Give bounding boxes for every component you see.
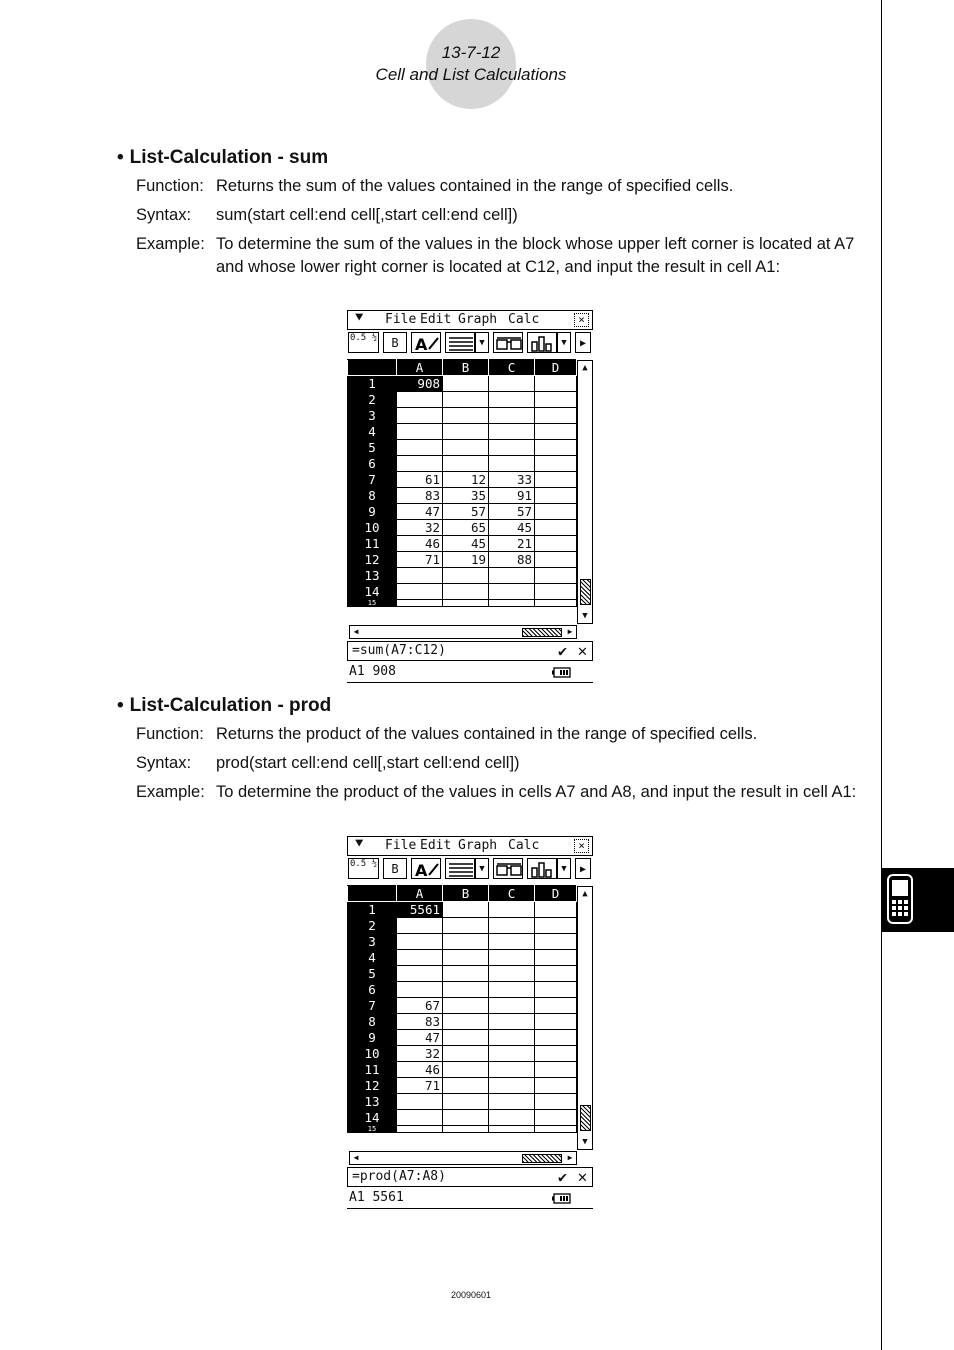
cell[interactable] [397,1094,443,1110]
menu-edit[interactable]: Edit [420,838,452,853]
scroll-thumb[interactable] [580,579,591,605]
cell[interactable]: 71 [397,1078,443,1094]
table-row [348,568,577,584]
calculator-screen [347,310,593,683]
table-row [348,440,577,456]
cell[interactable] [489,424,535,440]
column-header[interactable]: D [535,360,577,376]
cell[interactable] [535,1094,577,1110]
cell[interactable] [535,1046,577,1062]
scroll-thumb[interactable] [522,628,562,637]
table-row [348,1046,577,1062]
corner-cell [348,360,397,376]
battery-icon [552,1193,572,1204]
cell[interactable]: 32 [397,520,443,536]
menu-calc[interactable]: Calc [508,312,540,327]
cell[interactable] [443,1078,489,1094]
table-row [348,584,577,600]
table-row [348,472,577,488]
menu-graph[interactable]: Graph [458,838,498,853]
row-number[interactable]: 7 [348,472,397,488]
cell[interactable] [489,1126,535,1133]
row-number[interactable]: 10 [348,1046,397,1062]
cell[interactable]: 33 [489,472,535,488]
table-row [348,998,577,1014]
row-number[interactable]: 4 [348,950,397,966]
menu-edit[interactable]: Edit [420,312,452,327]
cell[interactable] [489,934,535,950]
cell[interactable]: 45 [489,520,535,536]
chevron-right-icon[interactable]: ▶ [575,332,591,353]
chevron-down-icon[interactable]: ▼ [557,332,571,353]
table-row [348,918,577,934]
column-header[interactable]: B [443,360,489,376]
cell[interactable] [443,1094,489,1110]
menu-dropdown-icon[interactable]: ⯆ [354,311,365,326]
scroll-right-icon[interactable]: ▶ [567,627,573,636]
cell[interactable]: 47 [397,504,443,520]
row-number[interactable]: 1 [348,376,397,392]
cell[interactable] [489,1110,535,1126]
cell[interactable] [535,918,577,934]
cell[interactable] [443,440,489,456]
cell[interactable] [397,408,443,424]
table-row [348,1030,577,1046]
table-row [348,902,577,918]
cell[interactable]: 91 [489,488,535,504]
cell[interactable] [535,1110,577,1126]
cell[interactable]: 5561 [397,902,443,918]
fraction-toggle-button[interactable]: 0.5 ½ [348,858,379,879]
cell[interactable]: 57 [489,504,535,520]
align-lines-icon [446,333,476,354]
cell[interactable] [535,584,577,600]
horizontal-scrollbar[interactable] [349,625,577,639]
cell[interactable] [535,504,577,520]
check-icon[interactable]: ✔ [557,642,568,660]
cell[interactable] [397,392,443,408]
scroll-down-icon[interactable]: ▼ [582,1137,588,1147]
cell[interactable] [535,408,577,424]
cell[interactable]: 21 [489,536,535,552]
cell[interactable] [443,902,489,918]
column-header-row [348,886,577,902]
cell[interactable]: 35 [443,488,489,504]
svg-text:A: A [415,335,428,354]
row-number[interactable]: 10 [348,520,397,536]
scroll-thumb[interactable] [522,1154,562,1163]
section-heading-sum: • List-Calculation - sum [117,147,329,168]
column-header[interactable]: A [397,886,443,902]
entry-bar [347,1167,593,1187]
horizontal-scrollbar[interactable] [349,1151,577,1165]
text-style-icon [412,333,442,354]
menu-file[interactable]: File [385,838,417,853]
table-row [348,392,577,408]
cell[interactable] [489,1014,535,1030]
cell[interactable] [535,1014,577,1030]
text-style-button[interactable] [411,858,441,879]
page-number: 13-7-12 [441,43,501,62]
scroll-up-icon[interactable]: ▲ [582,889,588,899]
cell[interactable] [535,568,577,584]
view-button[interactable] [493,332,523,353]
table-row [348,1014,577,1030]
cell[interactable] [443,600,489,607]
menu-bar [347,836,593,856]
cell[interactable] [535,488,577,504]
table-row [348,982,577,998]
cell[interactable] [489,1094,535,1110]
row-number[interactable]: 3 [348,934,397,950]
table-row [348,950,577,966]
row-number[interactable]: 8 [348,488,397,504]
bar-chart-icon [528,859,558,880]
cell[interactable] [443,376,489,392]
cell[interactable] [443,982,489,998]
cell[interactable]: 19 [443,552,489,568]
cell[interactable] [489,950,535,966]
toolbar [347,858,593,881]
table-row [348,1078,577,1094]
cell[interactable] [535,982,577,998]
cell[interactable]: 83 [397,1014,443,1030]
cell[interactable] [535,472,577,488]
bold-button[interactable]: B [383,332,407,353]
row-number[interactable]: 7 [348,998,397,1014]
column-header[interactable]: D [535,886,577,902]
calculator-icon [887,874,913,924]
table-row [348,966,577,982]
row-number[interactable]: 13 [348,1094,397,1110]
header-circle [426,19,516,109]
table-row [348,456,577,472]
text-style-icon [412,859,442,880]
cell[interactable] [535,1078,577,1094]
svg-text:A: A [415,861,428,880]
cell[interactable] [397,950,443,966]
bold-button[interactable]: B [383,858,407,879]
cell[interactable] [397,1110,443,1126]
cell[interactable] [489,376,535,392]
row-number[interactable]: 4 [348,424,397,440]
cell[interactable] [489,456,535,472]
entry-bar [347,641,593,661]
cell[interactable] [535,536,577,552]
row-number[interactable]: 15 [348,1126,397,1133]
corner-cell [348,886,397,902]
cell[interactable] [443,1014,489,1030]
cell[interactable]: 32 [397,1046,443,1062]
cell[interactable] [489,918,535,934]
close-icon[interactable]: × [574,313,589,327]
column-header[interactable]: B [443,886,489,902]
scroll-down-icon[interactable]: ▼ [582,611,588,621]
cell[interactable] [489,1030,535,1046]
cell[interactable] [489,440,535,456]
cell[interactable] [489,902,535,918]
scroll-left-icon[interactable]: ◀ [353,1153,359,1162]
cell[interactable] [489,1078,535,1094]
cancel-x-icon[interactable]: ✕ [577,1167,588,1186]
table-row [348,504,577,520]
bar-chart-icon [528,333,558,354]
cell[interactable]: 12 [443,472,489,488]
chevron-down-icon[interactable]: ▼ [557,858,571,879]
cell[interactable] [535,1062,577,1078]
align-button[interactable] [445,858,475,879]
row-number[interactable]: 12 [348,552,397,568]
cell[interactable] [489,584,535,600]
cell[interactable] [397,600,443,607]
cell[interactable] [397,584,443,600]
cell[interactable] [397,568,443,584]
row-number[interactable]: 11 [348,536,397,552]
row-number[interactable]: 9 [348,1030,397,1046]
cell[interactable] [535,1126,577,1133]
cell[interactable] [397,982,443,998]
cell[interactable] [397,934,443,950]
row-number[interactable]: 11 [348,1062,397,1078]
cell[interactable] [535,950,577,966]
cancel-x-icon[interactable]: ✕ [577,641,588,660]
cell[interactable] [443,950,489,966]
cell[interactable] [535,902,577,918]
cell[interactable] [489,392,535,408]
graph-button[interactable] [527,332,557,353]
cell[interactable] [443,584,489,600]
status-cell-value: A1 5561 [349,1190,404,1205]
cell[interactable]: 61 [397,472,443,488]
table-row [348,1062,577,1078]
cell[interactable] [443,1030,489,1046]
cell[interactable] [397,966,443,982]
cell[interactable] [489,998,535,1014]
table-row [348,934,577,950]
formula-input[interactable]: =prod(A7:A8) [352,1169,446,1184]
cell[interactable] [489,408,535,424]
cell[interactable] [397,456,443,472]
table-row [348,1126,577,1133]
menu-graph[interactable]: Graph [458,312,498,327]
cell[interactable] [397,918,443,934]
row-number[interactable]: 13 [348,568,397,584]
close-icon[interactable]: × [574,839,589,853]
cell[interactable] [535,966,577,982]
cell[interactable] [443,1110,489,1126]
cell[interactable] [443,966,489,982]
scroll-up-icon[interactable]: ▲ [582,363,588,373]
row-number[interactable]: 2 [348,918,397,934]
chevron-down-icon[interactable]: ▼ [475,858,489,879]
cell[interactable]: 67 [397,998,443,1014]
cell[interactable] [443,424,489,440]
cell[interactable]: 57 [443,504,489,520]
glasses-icon [494,859,524,880]
text-style-button[interactable] [411,332,441,353]
column-header[interactable]: C [489,886,535,902]
chapter-side-tab [882,868,954,932]
row-number[interactable]: 12 [348,1078,397,1094]
cell[interactable] [535,456,577,472]
cell[interactable] [397,1126,443,1133]
row-number[interactable]: 14 [348,1110,397,1126]
chapter-title: Cell and List Calculations [375,65,567,84]
cell[interactable] [489,568,535,584]
cell[interactable]: 65 [443,520,489,536]
cell[interactable] [535,424,577,440]
scroll-left-icon[interactable]: ◀ [353,627,359,636]
fraction-toggle-button[interactable]: 0.5 ½ [348,332,379,353]
row-number[interactable]: 6 [348,456,397,472]
table-row [348,488,577,504]
cell[interactable] [443,1062,489,1078]
check-icon[interactable]: ✔ [557,1168,568,1186]
cell[interactable] [535,998,577,1014]
scroll-right-icon[interactable]: ▶ [567,1153,573,1162]
cell[interactable] [443,568,489,584]
footer-code: 20090601 [450,1290,492,1300]
column-header-row [348,360,577,376]
menu-dropdown-icon[interactable]: ⯆ [354,837,365,852]
align-button[interactable] [445,332,475,353]
cell[interactable] [443,998,489,1014]
cell[interactable] [489,600,535,607]
row-number[interactable]: 6 [348,982,397,998]
cell[interactable] [535,440,577,456]
cell[interactable] [489,1062,535,1078]
margin-rule [881,0,882,1350]
table-row [348,1110,577,1126]
vertical-scrollbar[interactable] [577,360,593,624]
row-number[interactable]: 5 [348,966,397,982]
menu-bar [347,310,593,330]
toolbar [347,332,593,355]
row-number[interactable]: 5 [348,440,397,456]
calculator-screen [347,836,593,1209]
section-heading-prod: • List-Calculation - prod [117,695,332,716]
cell[interactable] [489,966,535,982]
table-row [348,408,577,424]
glasses-icon [494,333,524,354]
chevron-right-icon[interactable]: ▶ [575,858,591,879]
table-row [348,600,577,607]
vertical-scrollbar[interactable] [577,886,593,1150]
cell[interactable]: 83 [397,488,443,504]
scroll-thumb[interactable] [580,1105,591,1131]
cell[interactable]: 71 [397,552,443,568]
table-row [348,536,577,552]
graph-button[interactable] [527,858,557,879]
table-row [348,376,577,392]
align-lines-icon [446,859,476,880]
row-number[interactable]: 2 [348,392,397,408]
cell[interactable] [489,982,535,998]
cell[interactable] [489,1046,535,1062]
status-cell-value: A1 908 [349,664,396,679]
cell[interactable] [443,408,489,424]
cell[interactable] [443,392,489,408]
cell[interactable] [443,1046,489,1062]
battery-icon [552,667,572,678]
cell[interactable] [535,934,577,950]
cell[interactable]: 88 [489,552,535,568]
spreadsheet-grid [347,885,577,1133]
spreadsheet-grid [347,359,577,607]
table-row [348,1094,577,1110]
menu-file[interactable]: File [385,312,417,327]
cell[interactable] [535,600,577,607]
cell[interactable] [443,1126,489,1133]
row-number[interactable]: 9 [348,504,397,520]
row-number[interactable]: 8 [348,1014,397,1030]
cell[interactable]: 908 [397,376,443,392]
view-button[interactable] [493,858,523,879]
cell[interactable]: 46 [397,1062,443,1078]
chevron-down-icon[interactable]: ▼ [475,332,489,353]
cell[interactable]: 47 [397,1030,443,1046]
row-number[interactable]: 15 [348,600,397,607]
cell[interactable] [397,440,443,456]
cell[interactable] [443,456,489,472]
cell[interactable] [535,520,577,536]
cell[interactable] [535,376,577,392]
cell[interactable]: 45 [443,536,489,552]
status-bar [347,662,593,683]
cell[interactable] [535,552,577,568]
table-row [348,552,577,568]
cell[interactable] [397,424,443,440]
column-header[interactable]: C [489,360,535,376]
table-row [348,424,577,440]
row-number[interactable]: 1 [348,902,397,918]
status-bar [347,1188,593,1209]
cell[interactable] [535,392,577,408]
row-number[interactable]: 14 [348,584,397,600]
table-row [348,520,577,536]
cell[interactable] [535,1030,577,1046]
column-header[interactable]: A [397,360,443,376]
row-number[interactable]: 3 [348,408,397,424]
menu-calc[interactable]: Calc [508,838,540,853]
cell[interactable]: 46 [397,536,443,552]
cell[interactable] [443,918,489,934]
cell[interactable] [443,934,489,950]
formula-input[interactable]: =sum(A7:C12) [352,643,446,658]
